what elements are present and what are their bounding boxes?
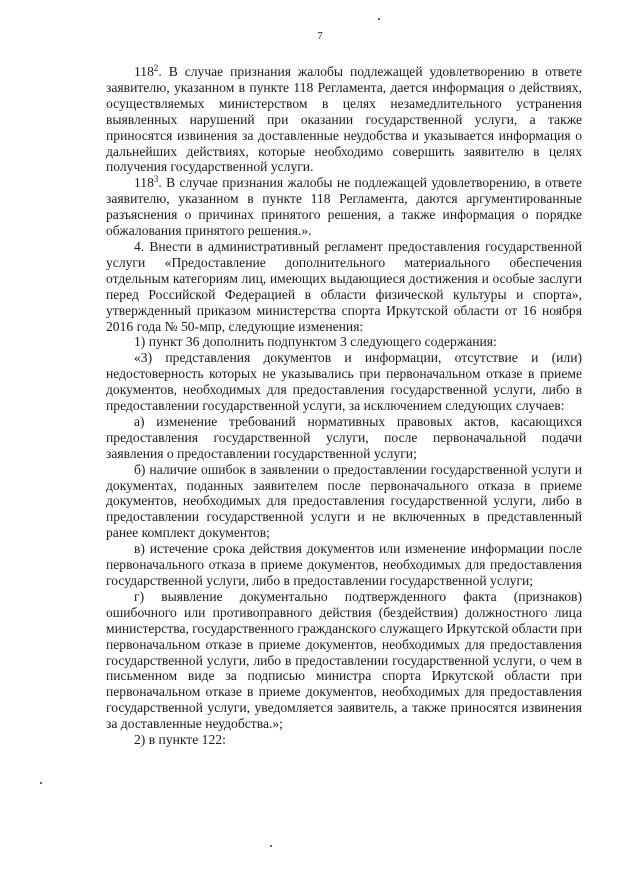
- paragraph-case-b: б) наличие ошибок в заявлении о предоставлении государственной услуги и документах, поданных заявителем после первоначального отказа в приеме документов, необходимых для предоставления государственной услуги, либо в предоставлении государственной услуги и не включенных в представленный ранее комплект документов;: [106, 461, 582, 541]
- scan-speck: [378, 18, 380, 20]
- paragraph-case-a: а) изменение требований нормативных правовых актов, касающихся предоставления государственной услуги, после первоначальной подачи заявления о предоставлении государственной услуги;: [106, 413, 582, 461]
- scan-speck: [40, 782, 42, 784]
- paragraph-case-v: в) истечение срока действия документов или изменение информации после первоначального отказа в приеме документов, необходимых для предоставления государственной услуги, либо в предоставлении государственной услуги;: [106, 541, 582, 588]
- paragraph-case-g: г) выявление документально подтвержденного факта (признаков) ошибочного или противоправного действия (бездействия) должностного лица министерства, государственного гражданского служащего Иркутской области при первоначальном отказе в приеме документов, необходимых для предоставления государственной услуги, либо в предоставлении государственной услуги, о чем в письменном виде за подписью министра спорта Иркутской области при первоначальном отказе в приеме документов, необходимых для предоставления государственной услуги, уведомляется заявитель, а также приносятся извинения за доставленные неудобства.»;: [106, 588, 582, 732]
- page-number: 7: [317, 30, 323, 42]
- document-body: [106, 64, 582, 748]
- paragraph-118-2: $118^2$. В случае признания жалобы подлежащей удовлетворению в ответе заявителю, указанном в пункте 118 Регламента, дается информация о действиях, осуществляемых министерством в целях незамедлительного устранения выявленных нарушений при оказании государственной услуги, а также приносятся извинения за доставленные неудобства и указывается информация о дальнейших действиях, которые необходимо совершить заявителю в целях получения государственной услуги.: [106, 63, 582, 175]
- paragraph-118-3: $118^3$. В случае признания жалобы не подлежащей удовлетворению, в ответе заявителю, указанном в пункте 118 Регламента, даются аргументированные разъяснения о причинах принятого решения, а также информация о порядке обжалования принятого решения.».: [106, 174, 582, 239]
- paragraph-item-4: 4. Внести в административный регламент предоставления государственной услуги «Предоставление дополнительного материального обеспечения отдельным категориям лиц, имеющих выдающиеся достижения и особые заслуги перед Российской Федерацией в области физической культуры и спорта», утвержденный приказом министерства спорта Иркутской области от 16 ноября 2016 года № 50-мпр, следующие изменения:: [106, 238, 582, 334]
- scan-speck: [270, 845, 272, 847]
- paragraph-subpoint-3: «3) представления документов и информации, отсутствие и (или) недостоверность которых не указывались при первоначальном отказе в приеме документов, необходимых для предоставления государственной услуги, либо в предоставлении государственной услуги, за исключением следующих случаев:: [106, 350, 582, 414]
- paragraph-subitem-1: 1) пункт 36 дополнить подпунктом 3 следующего содержания:: [134, 334, 497, 350]
- paragraph-subitem-2: 2) в пункте 122:: [134, 732, 226, 748]
